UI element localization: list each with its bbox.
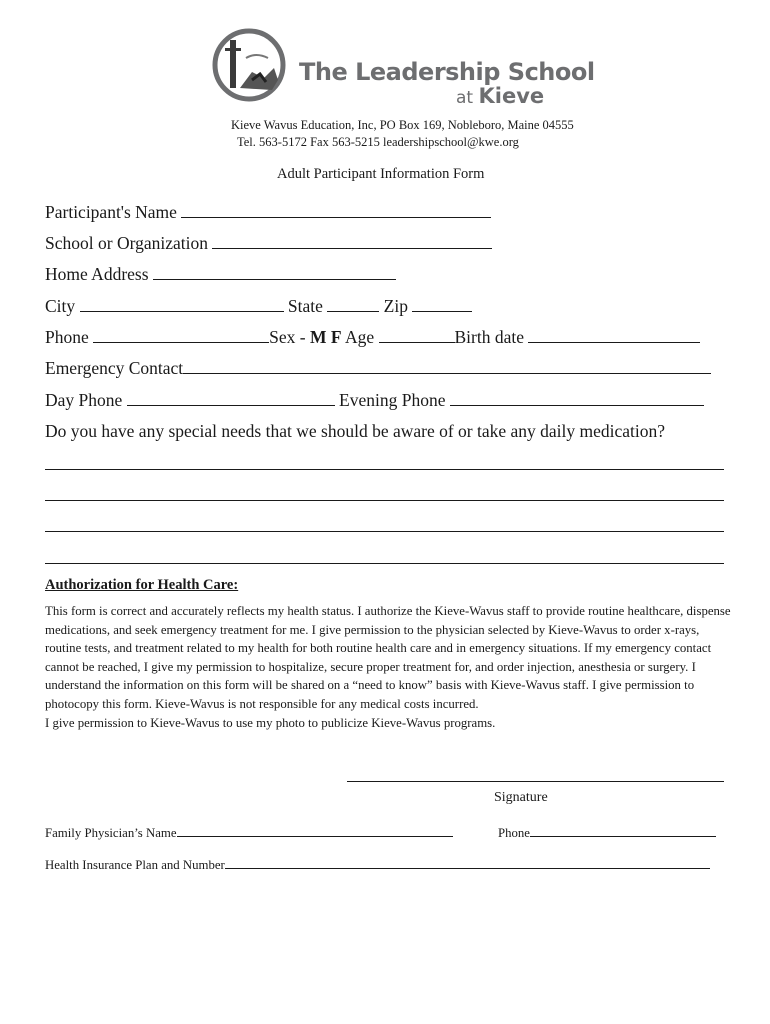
physician-row — [45, 826, 453, 841]
day-phone-row — [45, 390, 704, 411]
insurance-row — [45, 858, 710, 873]
special-needs-line-4[interactable] — [45, 563, 724, 564]
day-phone-line[interactable] — [127, 404, 335, 406]
participant-name-row — [45, 202, 491, 223]
state-label: State — [287, 296, 323, 316]
physician-phone-line[interactable] — [530, 835, 716, 837]
special-needs-question: Do you have any special needs that we should be aware of or take any daily medication? — [45, 421, 666, 441]
sex-label: Sex - — [269, 327, 310, 347]
special-needs-line-2[interactable] — [45, 500, 724, 501]
authorization-paragraph: This form is correct and accurately reflects my health status. I authorize the Kieve-Wavus staff to provide routine healthcare, dispense medications, and seek emergency treatment for me. I give permission to the physician selected by Kieve-Wavus to order x-rays, routine tests, and treatment related to my health for both routine health care and in emergency situations. If my emergency contact cannot be reached, I give my permission to hospitalize, secure proper treatment for, and order injection, anesthesia or surgery. I understand the information on this form will be shared on a “need to know” basis with Kieve-Wavus staff. I give permission to photocopy this form. Kieve-Wavus is not responsible for any medical costs incurred. — [45, 604, 731, 711]
form-title: Adult Participant Information Form — [277, 166, 485, 182]
address-line-2: Tel. 563-5172 Fax 563-5215 leadershipschool@kwe.org — [237, 135, 519, 149]
logo-subtitle — [456, 84, 544, 108]
emergency-contact-label: Emergency Contact — [45, 358, 184, 378]
evening-phone-line[interactable] — [450, 404, 704, 406]
emergency-contact-line[interactable] — [183, 372, 711, 374]
home-address-row — [45, 264, 396, 285]
school-line[interactable] — [212, 247, 492, 249]
emergency-contact-row — [45, 358, 711, 379]
birth-date-label: Birth date — [454, 327, 524, 347]
phone-line[interactable] — [93, 341, 269, 343]
city-label: City — [45, 296, 76, 316]
signature-line[interactable] — [347, 781, 724, 782]
physician-label: Family Physician’s Name — [45, 826, 177, 840]
age-line[interactable] — [379, 341, 455, 343]
day-phone-label: Day Phone — [45, 390, 123, 410]
insurance-label: Health Insurance Plan and Number — [45, 858, 225, 872]
state-line[interactable] — [327, 310, 379, 312]
city-row — [45, 296, 472, 317]
logo — [212, 28, 595, 110]
physician-phone-label: Phone — [498, 826, 530, 840]
logo-title: The Leadership School — [299, 58, 595, 86]
age-label: Age — [341, 327, 375, 347]
special-needs-line-1[interactable] — [45, 469, 724, 470]
photo-permission: I give permission to Kieve-Wavus to use my photo to publicize Kieve-Wavus programs. — [45, 715, 496, 730]
physician-phone-row — [498, 826, 716, 841]
zip-label: Zip — [383, 296, 408, 316]
city-line[interactable] — [80, 310, 284, 312]
phone-row — [45, 327, 700, 348]
authorization-heading: Authorization for Health Care: — [45, 577, 239, 593]
insurance-line[interactable] — [225, 867, 710, 869]
school-label: School or Organization — [45, 233, 208, 253]
logo-at-text: at — [456, 88, 474, 108]
home-address-label: Home Address — [45, 264, 149, 284]
home-address-line[interactable] — [153, 278, 396, 280]
authorization-text — [45, 602, 735, 732]
address-line-1: Kieve Wavus Education, Inc, PO Box 169, Nobleboro, Maine 04555 — [231, 118, 574, 132]
logo-name: Kieve — [478, 84, 545, 108]
logo-emblem-icon — [212, 28, 286, 102]
school-row — [45, 233, 492, 254]
participant-name-line[interactable] — [181, 216, 491, 218]
sex-options[interactable]: M F — [309, 327, 342, 347]
evening-phone-label: Evening Phone — [339, 390, 446, 410]
birth-date-line[interactable] — [528, 341, 700, 343]
zip-line[interactable] — [412, 310, 472, 312]
signature-label: Signature — [494, 790, 548, 805]
physician-line[interactable] — [177, 835, 453, 837]
special-needs-line-3[interactable] — [45, 531, 724, 532]
phone-label: Phone — [45, 327, 89, 347]
participant-name-label: Participant's Name — [45, 202, 177, 222]
